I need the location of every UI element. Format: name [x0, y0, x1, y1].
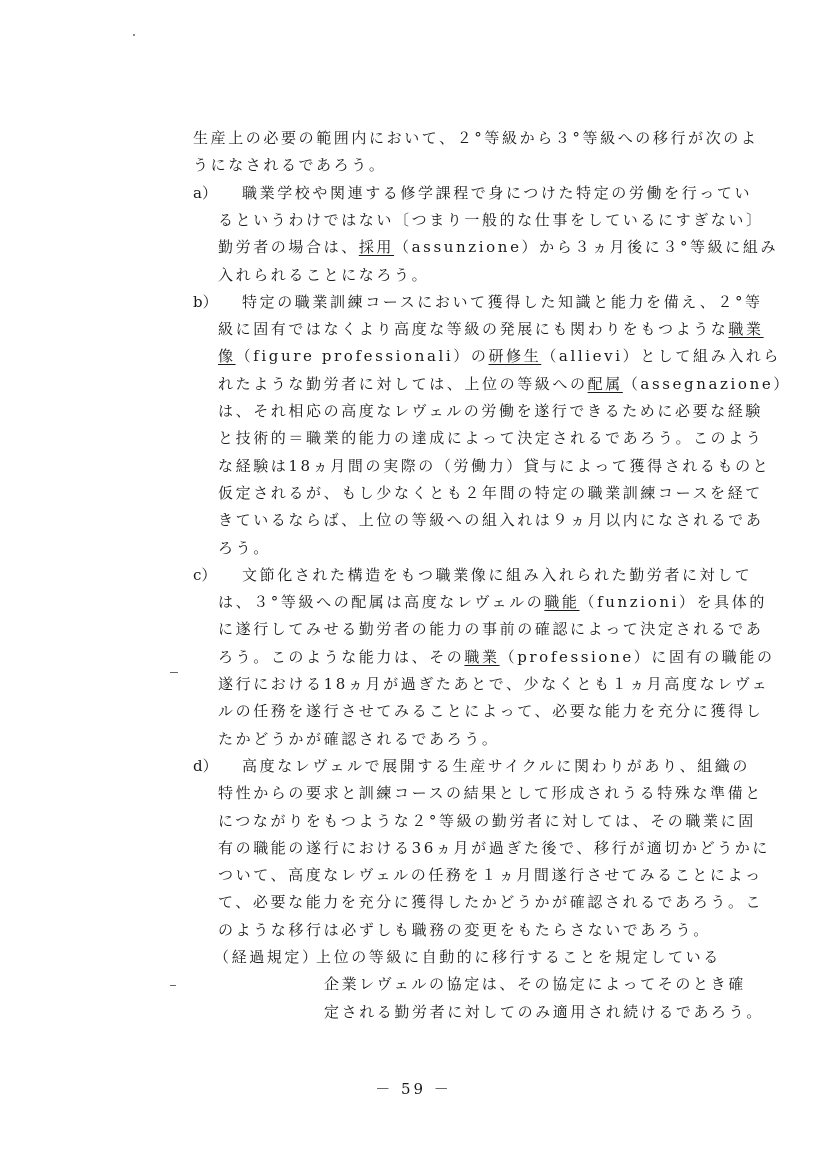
text-segment: （assegnazione） [622, 374, 791, 393]
text-segment: （assunzione）から３ヵ月後に３°等級に組み [394, 238, 779, 257]
paragraph-line: ルの任務を遂行させてみることによって、必要な能力を充分に獲得し [218, 702, 764, 721]
scan-speck [133, 34, 135, 36]
underlined-term: 配属 [587, 374, 623, 393]
underlined-term: 研修生 [488, 347, 542, 366]
paragraph-line: 特定の職業訓練コースにおいて獲得した知識と能力を備え、２°等 [242, 292, 763, 311]
page-number: － 59 － [375, 1080, 452, 1098]
transitional-line: 定される勤労者に対してのみ適用され続けるであろう。 [324, 1002, 764, 1021]
paragraph-line: 特性からの要求と訓練コースの結果として形成されうる特殊な準備と [218, 784, 763, 803]
paragraph-line: て、必要な能力を充分に獲得したかどうかが確認されるであろう。こ [218, 893, 764, 912]
paragraph-line [218, 319, 764, 339]
transitional-label: （経過規定） [214, 948, 320, 966]
text-segment: 勤労者の場合は、 [218, 238, 359, 257]
paragraph-line: るというわけではない〔つまり一般的な仕事をしているにすぎない〕 [218, 210, 764, 229]
paragraph-line: につながりをもつような２°等級の勤労者に対しては、その職業に固 [218, 811, 756, 830]
paragraph-line: に遂行してみせる勤労者の能力の事前の確認によって決定されるであ [218, 620, 764, 639]
paragraph-line [218, 374, 791, 394]
paragraph-line: と技術的＝職業的能力の達成によって決定されるであろう。このよう [218, 429, 764, 448]
paragraph-line [218, 237, 778, 257]
intro-line: うになされるであろう。 [193, 156, 387, 175]
paragraph-line: ろう。 [218, 538, 271, 557]
paragraph-line: 遂行における18ヵ月が過ぎたあとで、少なくとも１ヵ月高度なレヴェ [218, 675, 770, 693]
text-segment: は、３°等級への配属は高度なレヴェルの [218, 593, 545, 612]
text-segment: （funzioni）を具体的 [579, 593, 767, 612]
paragraph-line: のような移行は必ずしも職務の変更をもたらさないであろう。 [218, 920, 711, 939]
underlined-term: 採用 [358, 238, 395, 257]
paragraph-line: 職業学校や関連する修学課程で身につけた特定の労働を行ってい [242, 183, 753, 202]
paragraph-line [218, 592, 767, 612]
paragraph-line: たかどうかが確認されるであろう。 [218, 729, 500, 748]
underlined-term: 職業 [464, 647, 500, 666]
paragraph-line: ついて、高度なレヴェルの任務を１ヵ月間遂行させてみることによっ [218, 866, 763, 885]
text-segment: ろう。このような能力は、その [218, 647, 465, 666]
paragraph-line: は、それ相応の高度なレヴェルの労働を遂行できるために必要な経験 [218, 402, 764, 420]
transitional-line: 企業レヴェルの協定は、その協定によってそのとき確 [324, 975, 746, 994]
paragraph-line: 高度なレヴェルで展開する生産サイクルに関わりがあり、組織の [242, 756, 751, 775]
intro-line: 生産上の必要の範囲内において、２°等級から３°等級への移行が次のよ [193, 129, 759, 147]
underlined-term: 像 [218, 347, 236, 366]
paragraph-line [218, 647, 775, 667]
list-marker: c） [193, 565, 217, 584]
list-marker: b） [193, 292, 218, 311]
scan-speck [170, 985, 176, 986]
text-segment: れたような勤労者に対しては、上位の等級への [218, 374, 588, 393]
paragraph-line: 入れられることになろう。 [218, 265, 430, 284]
paragraph-line: 仮定されるが、もし少なくとも２年間の特定の職業訓練コースを経て [218, 483, 763, 502]
paragraph-line: きているならば、上位の等級への組入れは９ヵ月以内になされるであ [218, 511, 764, 530]
paragraph-line: な経験は18ヵ月間の実際の（労働力）貸与によって獲得されるものと [218, 456, 771, 475]
underlined-term: 職業 [728, 320, 764, 339]
scan-speck [170, 672, 178, 673]
transitional-line: 上位の等級に自動的に移行することを規定している [316, 948, 721, 966]
list-marker: d） [193, 756, 218, 775]
text-segment: 級に固有ではなくより高度な等級の発展にも関わりをもつような [218, 320, 729, 339]
list-marker: a） [193, 183, 217, 202]
paragraph-line: 有の職能の遂行における36ヵ月が過ぎた後で、移行が適切かどうかに [218, 838, 770, 857]
text-segment: （figure professionali）の [235, 347, 489, 366]
text-segment: （professione）に固有の職能の [499, 647, 775, 666]
underlined-term: 職能 [544, 593, 580, 612]
paragraph-line [218, 346, 781, 366]
paragraph-line: 文節化された構造をもつ職業像に組み入れられた勤労者に対して [242, 565, 753, 584]
text-segment: （allievi）として組み入れら [541, 347, 781, 366]
